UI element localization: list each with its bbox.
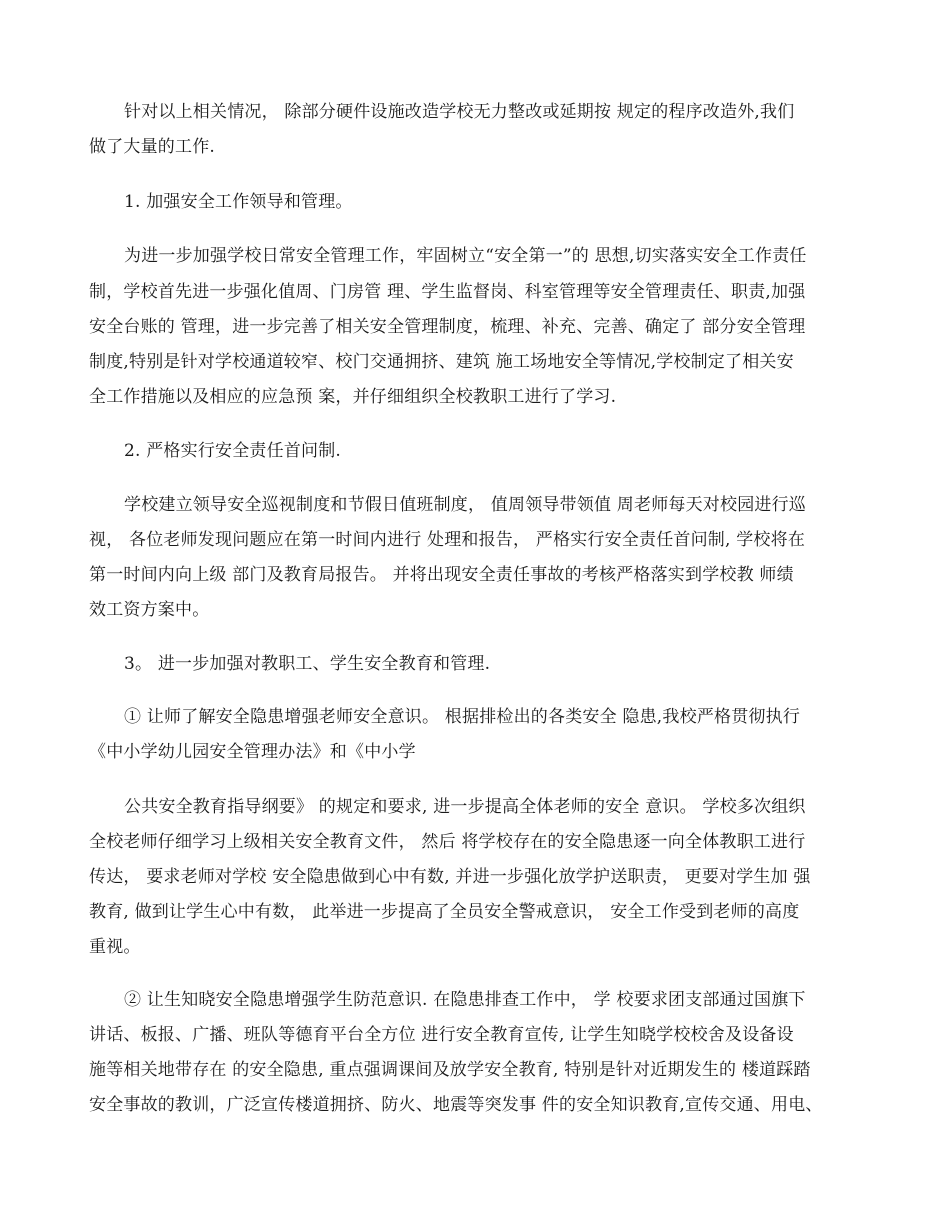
- paragraph-line: 效工资方案中。: [89, 600, 210, 620]
- paragraph-line: 制，学校首先进一步强化值周、门房管 理、学生监督岗、科室管理等安全管理责任、职责,加强: [89, 282, 806, 302]
- paragraph-line: 施等相关地带存在 的安全隐患, 重点强调课间及放学安全教育, 特别是针对近期发生的 楼道踩踏: [89, 1060, 811, 1080]
- paragraph-line: 针对以上相关情况， 除部分硬件设施改造学校无力整改或延期按 规定的程序改造外,我们: [124, 102, 795, 122]
- paragraph-line: ② 让生知晓安全隐患增强学生防范意识. 在隐患排查工作中， 学 校要求团支部通过国旗下: [124, 990, 806, 1010]
- paragraph-line: ① 让师了解安全隐患增强老师安全意识。 根据排检出的各类安全 隐患,我校严格贯彻执行: [124, 707, 801, 727]
- paragraph-line: 全工作措施以及相应的应急预 案，并仔细组织全校教职工进行了学习.: [89, 387, 617, 407]
- paragraph-line: 教育, 做到让学生心中有数， 此举进一步提高了全员安全警戒意识， 安全工作受到老师的高度: [89, 902, 800, 922]
- paragraph-line: 公共安全教育指导纲要》 的规定和要求, 进一步提高全体老师的安全 意识。 学校多次组织: [124, 797, 806, 817]
- paragraph-line: 为进一步加强学校日常安全管理工作，牢固树立“安全第一”的 思想,切实落实安全工作责任: [124, 246, 807, 266]
- section-heading: 1. 加强安全工作领导和管理。: [124, 192, 353, 212]
- paragraph-line: 重视。: [89, 937, 141, 957]
- paragraph-line: 《中小学幼儿园安全管理办法》和《中小学: [89, 742, 416, 762]
- section-heading: 3。 进一步加强对教职工、学生安全教育和管理.: [124, 654, 491, 674]
- paragraph-line: 安全台账的 管理，进一步完善了相关安全管理制度，梳理、补充、完善、确定了 部分安全管理: [89, 317, 806, 337]
- paragraph-line: 第一时间内向上级 部门及教育局报告。 并将出现安全责任事故的考核严格落实到学校教 师绩: [89, 565, 794, 585]
- paragraph-line: 学校建立领导安全巡视制度和节假日值班制度， 值周领导带领值 周老师每天对校园进行巡: [124, 495, 807, 515]
- paragraph-line: 全校老师仔细学习上级相关安全教育文件， 然后 将学校存在的安全隐患逐一向全体教职工进行: [89, 832, 806, 852]
- paragraph-line: 安全事故的教训，广泛宣传楼道拥挤、防火、地震等突发事 件的安全知识教育,宣传交通、用电、: [89, 1095, 823, 1115]
- paragraph-line: 制度,特别是针对学校通道较窄、校门交通拥挤、建筑 施工场地安全等情况,学校制定了相关安: [89, 352, 794, 372]
- paragraph-line: 传达， 要求老师对学校 安全隐患做到心中有数, 并进一步强化放学护送职责， 更要对学生加 强: [89, 867, 811, 887]
- paragraph-line: 做了大量的工作.: [89, 137, 216, 157]
- paragraph-line: 视， 各位老师发现问题应在第一时间内进行 处理和报告， 严格实行安全责任首问制, 学校将在: [89, 530, 806, 550]
- paragraph-line: 讲话、板报、广播、班队等德育平台全方位 进行安全教育宣传, 让学生知晓学校校舍及设备设: [89, 1025, 794, 1045]
- section-heading: 2. 严格实行安全责任首问制.: [124, 441, 342, 461]
